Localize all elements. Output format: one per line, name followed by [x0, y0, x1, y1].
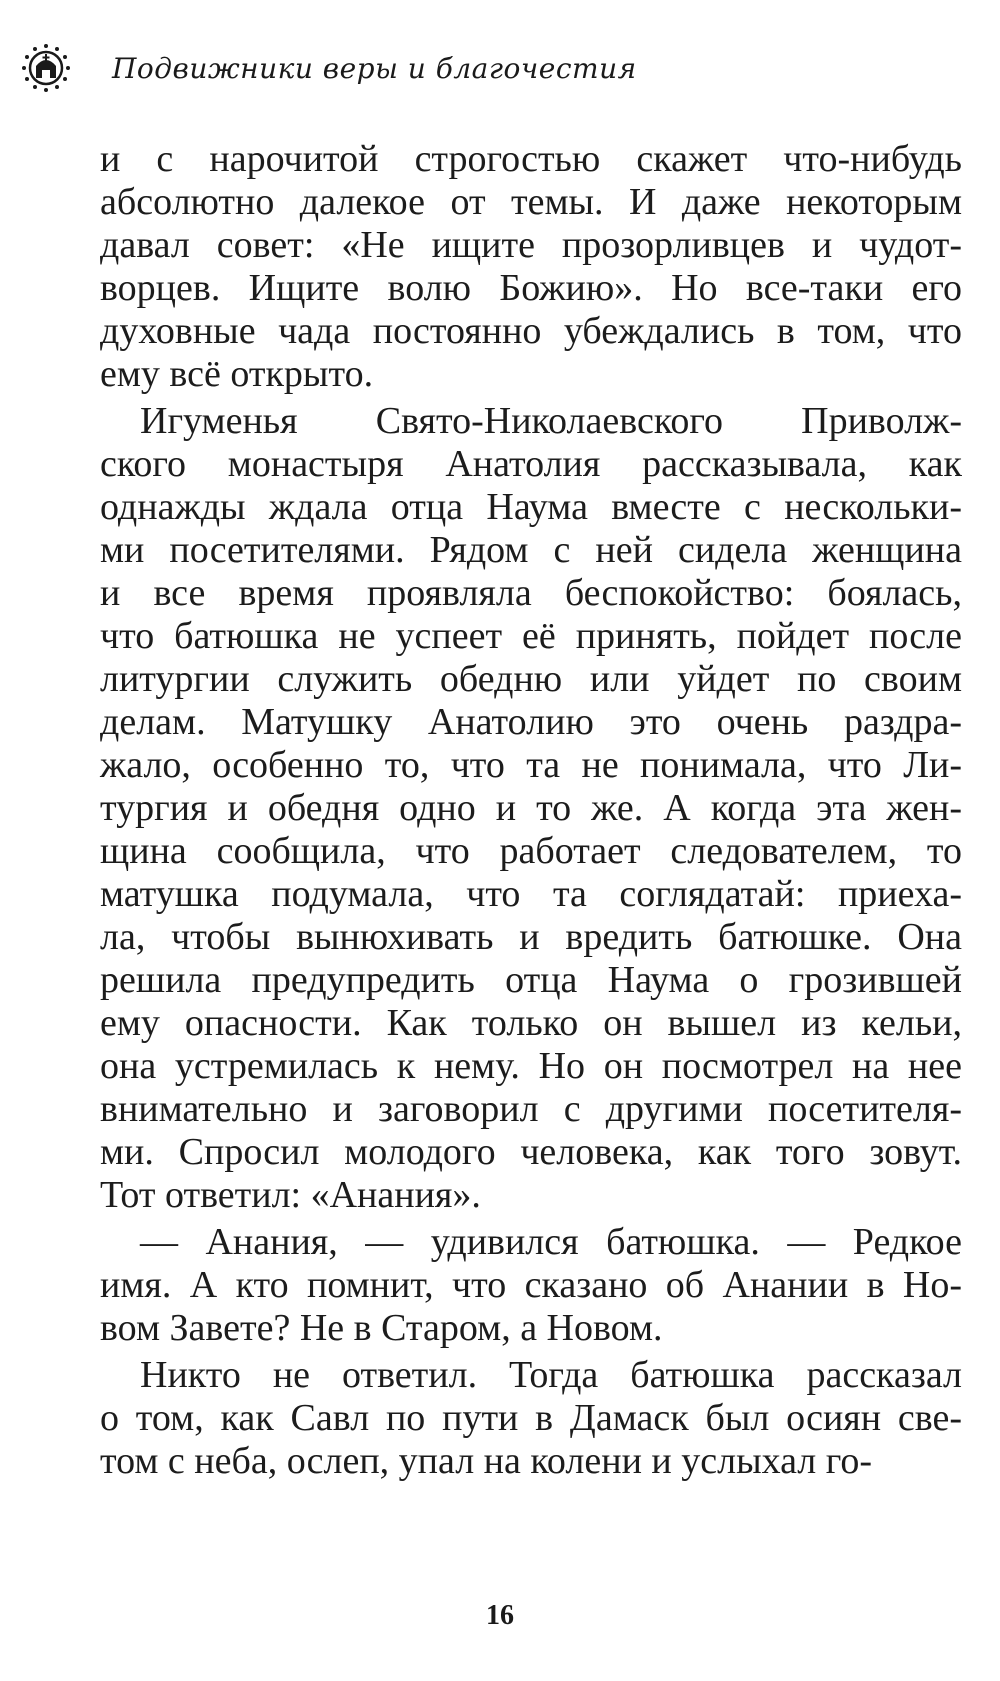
text-line: что батюшка не успеет её принять, пойдет после: [100, 615, 962, 657]
text-line: матушка подумала, что та соглядатай: приеха-: [100, 873, 962, 915]
body-text: [100, 138, 962, 1483]
text-line: имя. А кто помнит, что сказано об Анании в Но-: [100, 1264, 962, 1306]
text-line: ла, чтобы вынюхивать и вредить батюшке. Она: [100, 916, 962, 958]
paragraph: [100, 138, 962, 396]
text-line: ми посетителями. Рядом с ней сидела женщина: [100, 529, 962, 571]
text-line: о том, как Савл по пути в Дамаск был осиян све-: [100, 1397, 962, 1439]
text-line: щина сообщила, что работает следователем, то: [100, 830, 962, 872]
text-line: ему опасности. Как только он вышел из кельи,: [100, 1002, 962, 1044]
paragraph: [100, 1354, 962, 1483]
text-line: Тот ответил: «Анания».: [100, 1174, 481, 1216]
text-line: Игуменья Свято-Николаевского Приволж-: [140, 400, 962, 442]
text-line: и с нарочитой строгостью скажет что-нибудь: [100, 138, 962, 180]
text-line: однажды ждала отца Наума вместе с нескольки-: [100, 486, 962, 528]
page-number: 16: [486, 1600, 514, 1631]
text-line: ему всё открыто.: [100, 353, 374, 395]
text-line: абсолютно далекое от темы. И даже некоторым: [100, 181, 962, 223]
text-line: она устремилась к нему. Но он посмотрел на нее: [100, 1045, 962, 1087]
text-line: духовные чада постоянно убеждались в том, что: [100, 310, 962, 352]
text-line: делам. Матушку Анатолию это очень раздра-: [100, 701, 962, 743]
paragraph: [100, 400, 962, 1217]
text-line: вом Завете? Не в Старом, а Новом.: [100, 1307, 663, 1349]
text-line: — Анания, — удивился батюшка. — Редкое: [140, 1221, 962, 1263]
text-line: решила предупредить отца Наума о грозившей: [100, 959, 962, 1001]
text-line: литургии служить обедню или уйдет по своим: [100, 658, 962, 700]
monastery-emblem-icon: [18, 40, 74, 96]
text-line: тургия и обедня одно и то же. А когда эта жен-: [100, 787, 962, 829]
text-line: давал совет: «Не ищите прозорливцев и чудот-: [100, 224, 962, 266]
text-line: ворцев. Ищите волю Божию». Но все-таки его: [100, 267, 962, 309]
paragraph: [100, 1221, 962, 1350]
text-line: и все время проявляла беспокойство: боялась,: [100, 572, 962, 614]
text-line: жало, особенно то, что та не понимала, что Ли-: [100, 744, 962, 786]
text-line: ми. Спросил молодого человека, как того зовут.: [100, 1131, 962, 1173]
text-line: Никто не ответил. Тогда батюшка рассказал: [140, 1354, 962, 1396]
running-title: Подвижники веры и благочестия: [112, 51, 637, 85]
page-header: [18, 38, 637, 98]
text-line: том с неба, ослеп, упал на колени и услыхал го-: [100, 1440, 873, 1482]
text-line: ского монастыря Анатолия рассказывала, как: [100, 443, 962, 485]
text-line: внимательно и заговорил с другими посетителя-: [100, 1088, 962, 1130]
